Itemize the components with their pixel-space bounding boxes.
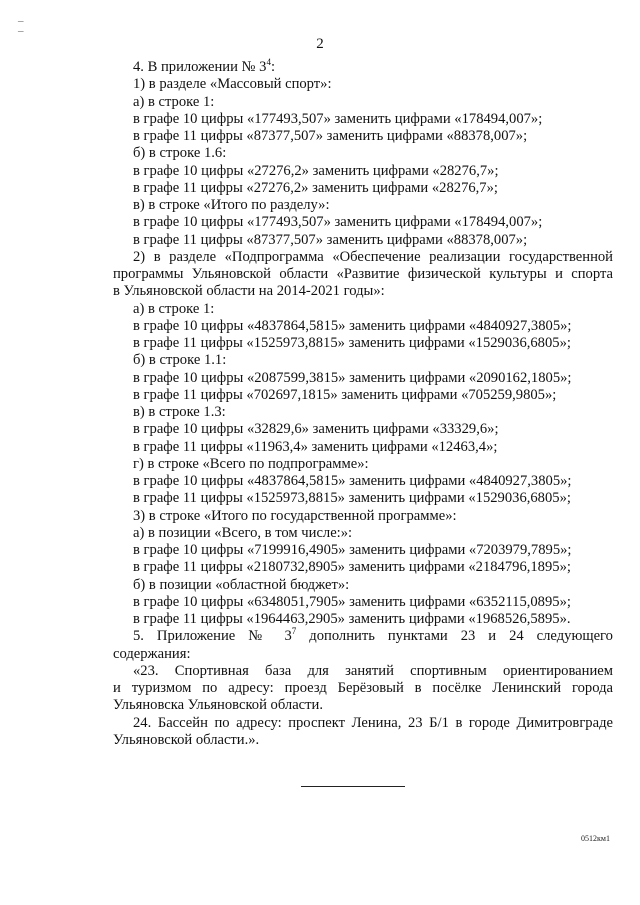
corner-mark: – <box>18 25 24 37</box>
line-text: в) в строке «Итого по разделу»: <box>133 197 330 213</box>
line-text: в) в строке 1.3: <box>133 404 226 420</box>
line-text: в Ульяновской области на 2014-2021 годы»: <box>113 283 385 300</box>
text-line <box>113 283 613 300</box>
line-text: в графе 11 цифры «87377,507» заменить цифрами «88378,007»; <box>133 128 528 144</box>
text-line <box>113 214 613 231</box>
text-line <box>113 456 613 473</box>
line-text: 1) в разделе «Массовый спорт»: <box>133 76 332 93</box>
text-line <box>113 197 613 214</box>
line-text: содержания: <box>113 645 191 662</box>
text-line <box>113 732 613 749</box>
text-line <box>113 266 613 283</box>
text-line <box>113 611 613 628</box>
text-line <box>113 577 613 594</box>
text-line <box>113 318 613 335</box>
page-number: 2 <box>316 36 324 52</box>
text-line <box>113 421 613 438</box>
text-line <box>113 301 613 318</box>
text-line <box>113 715 613 732</box>
text-line <box>113 559 613 576</box>
text-line <box>113 680 613 697</box>
text-line <box>113 128 613 145</box>
line-text: в графе 10 цифры «4837864,5815» заменить цифрами «4840927,3805»; <box>133 317 572 334</box>
text-line <box>113 439 613 456</box>
line-text: б) в строке 1.6: <box>133 145 227 162</box>
text-line <box>113 697 613 714</box>
superscript: 4 <box>266 57 271 67</box>
line-text: в графе 11 цифры «1964463,2905» заменить цифрами «1968526,5895». <box>133 611 571 627</box>
text-line <box>113 232 613 249</box>
text-line <box>113 387 613 404</box>
corner-mark: – <box>18 15 24 27</box>
line-text: 4. В приложении № 3 <box>133 59 267 75</box>
text-line <box>113 404 613 421</box>
line-text: 24. Бассейн по адресу: проспект Ленина, 23 Б/1 в городе Димитровграде <box>133 714 613 731</box>
line-text: в графе 11 цифры «11963,4» заменить цифрами «12463,4»; <box>133 438 498 455</box>
line-text: в графе 11 цифры «1525973,8815» заменить цифрами «1529036,6805»; <box>133 335 571 351</box>
superscript: 7 <box>291 626 297 637</box>
line-text: а) в строке 1: <box>133 93 215 110</box>
line-text: в графе 10 цифры «27276,2» заменить цифрами «28276,7»; <box>133 162 499 179</box>
line-text: Ульяновской области.». <box>113 731 260 748</box>
text-line <box>113 542 613 559</box>
line-text: б) в позиции «областной бюджет»: <box>133 576 350 593</box>
text-line <box>113 76 613 93</box>
text-line <box>113 145 613 162</box>
line-text: в графе 11 цифры «87377,507» заменить цифрами «88378,007»; <box>133 231 528 248</box>
line-text: в графе 10 цифры «6348051,7905» заменить цифрами «6352115,0895»; <box>133 593 571 610</box>
line-text: в графе 11 цифры «1525973,8815» заменить цифрами «1529036,6805»; <box>133 490 571 507</box>
text-line <box>113 646 613 663</box>
line-text: б) в строке 1.1: <box>133 352 227 369</box>
line-text: г) в строке «Всего по подпрограмме»: <box>133 455 369 472</box>
text-line <box>113 473 613 490</box>
line-text: в графе 10 цифры «2087599,3815» заменить цифрами «2090162,1805»; <box>133 369 572 386</box>
line-text: в графе 11 цифры «2180732,8905» заменить цифрами «2184796,1895»; <box>133 559 571 576</box>
line-text: в графе 10 цифры «7199916,4905» заменить цифрами «7203979,7895»; <box>133 542 572 558</box>
line-text-tail: : <box>270 59 275 75</box>
line-text: а) в строке 1: <box>133 300 215 317</box>
text-line <box>113 490 613 507</box>
line-text: а) в позиции «Всего, в том числе:»: <box>133 524 353 541</box>
line-text: в графе 10 цифры «32829,6» заменить цифрами «33329,6»; <box>133 421 499 438</box>
text-line <box>113 352 613 369</box>
text-line <box>113 508 613 525</box>
line-text: в графе 10 цифры «4837864,5815» заменить цифрами «4840927,3805»; <box>133 473 572 489</box>
line-text: в графе 11 цифры «27276,2» заменить цифрами «28276,7»; <box>133 179 498 196</box>
line-text: в графе 11 цифры «702697,1815» заменить цифрами «705259,9805»; <box>133 386 557 403</box>
line-text: в графе 10 цифры «177493,507» заменить цифрами «178494,007»; <box>133 214 543 231</box>
line-text: Ульяновска Ульяновской области. <box>113 697 323 714</box>
text-line <box>113 59 613 76</box>
line-text: 3) в строке «Итого по государственной программе»: <box>133 507 457 524</box>
text-line <box>113 94 613 111</box>
text-line <box>113 111 613 128</box>
line-text: и туризмом по адресу: проезд Берёзовый в посёлке Ленинский города <box>113 680 613 696</box>
text-line <box>113 594 613 611</box>
end-separator-line <box>301 786 405 787</box>
text-line <box>113 525 613 542</box>
line-text: программы Ульяновской области «Развитие физической культуры и спорта <box>113 266 613 282</box>
text-line <box>113 628 613 645</box>
document-code: 0512км1 <box>581 834 610 843</box>
text-line <box>113 663 613 680</box>
text-line <box>113 335 613 352</box>
text-line <box>113 249 613 266</box>
line-text-tail: дополнить пунктами 23 и 24 следующего <box>296 628 613 645</box>
line-text: в графе 10 цифры «177493,507» заменить цифрами «178494,007»; <box>133 110 543 127</box>
text-line <box>113 180 613 197</box>
line-text: 5. Приложение № 3 <box>133 628 292 645</box>
line-text: «23. Спортивная база для занятий спортивным ориентированием <box>133 662 613 679</box>
text-line <box>113 163 613 180</box>
line-text: 2) в разделе «Подпрограмма «Обеспечение реализации государственной <box>133 248 613 265</box>
document-body <box>113 59 613 749</box>
text-line <box>113 370 613 387</box>
